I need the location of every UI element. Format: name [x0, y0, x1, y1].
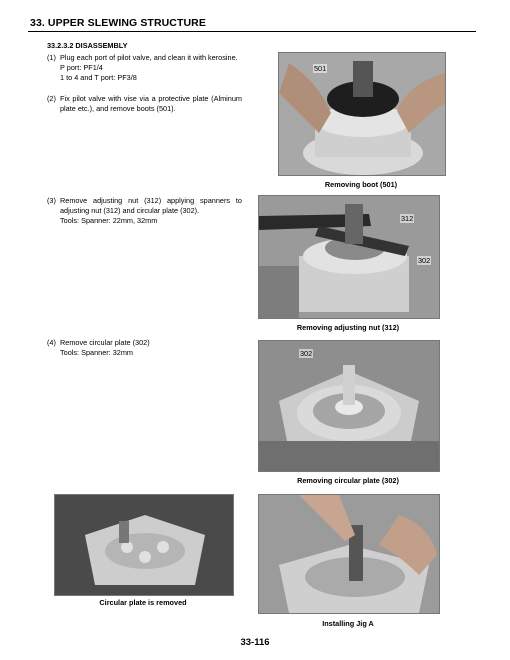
section-title: 33.2.3.2 DISASSEMBLY	[47, 41, 128, 50]
header-divider	[28, 31, 476, 32]
step-text: Remove circular plate (302)	[60, 338, 150, 347]
callout-label: 302	[418, 256, 431, 265]
page-number: 33-116	[240, 637, 270, 648]
photo-removing-adjusting-nut	[258, 195, 440, 319]
step-detail: 1 to 4 and T port: PF3/8	[60, 73, 137, 83]
step-detail: Tools: Spanner: 32mm	[60, 348, 134, 358]
photo-removing-boot	[278, 52, 446, 176]
step-detail: Tools: Spanner: 22mm, 32mm	[60, 216, 158, 226]
step-1	[47, 53, 242, 84]
step-number: (2)	[47, 94, 56, 103]
photo-removing-circular-plate-illustration	[259, 341, 439, 471]
step-text: Remove adjusting nut (312) applying spanners to adjusting nut (312) and circular plate (302).	[60, 196, 242, 216]
figure-caption: Removing adjusting nut (312)	[296, 323, 400, 332]
step-number: (4)	[47, 338, 56, 347]
step-2	[47, 94, 242, 114]
step-4	[47, 338, 242, 358]
step-number: (3)	[47, 196, 56, 205]
callout-label: 312	[401, 214, 414, 223]
photo-installing-jig-a	[258, 494, 440, 614]
page-title: 33. UPPER SLEWING STRUCTURE	[30, 17, 206, 29]
photo-removing-circular-plate	[258, 340, 440, 472]
figure-caption: Installing Jig A	[322, 619, 374, 628]
photo-circular-plate-removed	[54, 494, 234, 596]
figure-caption: Removing circular plate (302)	[297, 476, 399, 485]
photo-circular-plate-removed-illustration	[55, 495, 233, 595]
figure-caption: Removing boot (501)	[324, 180, 398, 189]
step-detail: P port: PF1/4	[60, 63, 103, 73]
step-text: Fix pilot valve with vise via a protective plate (Alminum plate etc.), and remove boots (501).	[60, 94, 242, 114]
step-number: (1)	[47, 53, 56, 62]
photo-removing-boot-illustration	[279, 53, 445, 175]
step-3	[47, 196, 242, 227]
photo-installing-jig-a-illustration	[259, 495, 439, 613]
callout-label: 302	[300, 349, 313, 358]
callout-label: 501	[314, 64, 327, 73]
step-text: Plug each port of pilot valve, and clean it with kerosine.	[60, 53, 238, 62]
figure-caption: Circular plate is removed	[99, 598, 187, 607]
